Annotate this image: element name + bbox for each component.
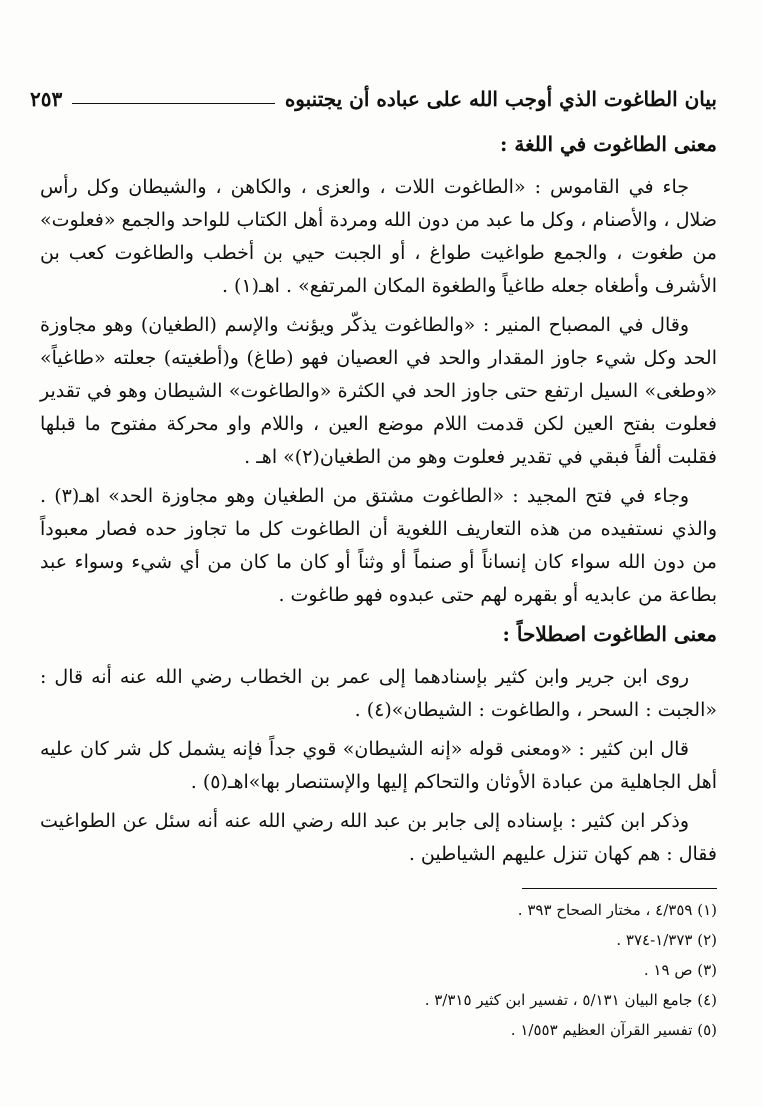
footnote: (٤) جامع البيان ٥/١٣١ ، تفسير ابن كثير ٣/٣١٥ . (424, 991, 717, 1009)
paragraph: قال ابن كثير : «ومعنى قوله «إنه الشيطان» قوي جداً فإنه يشمل كل شر كان عليه أهل الجاهلية من عبادة الأوثان والتحاكم إليها والإستنصار بها»اهـ(٥) . (40, 738, 717, 793)
section-heading-technical: معنى الطاغوت اصطلاحاً : (502, 622, 717, 646)
footnote: (١) ٤/٣٥٩ ، مختار الصحاح ٣٩٣ . (517, 901, 717, 919)
paragraph: وجاء في فتح المجيد : «الطاغوت مشتق من الطغيان وهو مجاوزة الحد» اهـ(٣) . والذي نستفيده من هذه التعاريف اللغوية أن الطاغوت كل ما تجاوز حده فصار معبوداً من دون الله سواء كان إنساناً أو صنماً أو وثناً أو كان ما كان من أي شيء وسواء عبد بطاعة من عابديه أو بقهره لهم حتى عبدوه فهو طاغوت . (40, 485, 717, 606)
footnote: (٢) ١/٣٧٣-٣٧٤ . (616, 931, 717, 949)
page-number: ٢٥٣ (30, 87, 63, 111)
footnote: (٥) تفسير القرآن العظيم ١/٥٥٣ . (510, 1021, 717, 1039)
paragraph: جاء في القاموس : «الطاغوت اللات ، والعزى ، والكاهن ، والشيطان وكل رأس ضلال ، والأصنام ، وكل ما عبد من دون الله ومردة أهل الكتاب للواحد والجمع «فعلوت» من طغوت ، والجمع طواغيت طواغ ، أو الجبت حيي بن أخطب والطاغوت كعب بن الأشرف وأطغاه جعله طاغياً والطغوة المكان المرتفع» . اهـ(١) . (40, 176, 717, 297)
header-rule (72, 103, 275, 104)
footnote-rule (522, 888, 717, 889)
footnotes (60, 888, 717, 1045)
section-heading-linguistic: معنى الطاغوت في اللغة : (500, 132, 717, 156)
paragraph: روى ابن جرير وابن كثير بإسنادهما إلى عمر بن الخطاب رضي الله عنه أنه قال : «الجبت : السحر ، والطاغوت : الشيطان»(٤) . (40, 666, 717, 721)
paragraph: وذكر ابن كثير : بإسناده إلى جابر بن عبد الله رضي الله عنه أنه سئل عن الطواغيت فقال : هم كهان تنزل عليهم الشياطين . (40, 810, 717, 865)
paragraph: وقال في المصباح المنير : «والطاغوت يذكّر ويؤنث والإسم (الطغيان) وهو مجاوزة الحد وكل شيء جاوز المقدار والحد في العصيان فهو (طاغ) و(أطغيته) جعلته «طاغياً» «وطغى» السيل ارتفع حتى جاوز الحد في الكثرة «والطاغوت» الشيطان وهو في تقدير فعلوت بفتح العين لكن قدمت اللام موضع العين ، واللام واو محركة مفتوح ما قبلها فقلبت ألفاً فبقي في تقدير فعلوت وهو من الطغيان(٢)» اهـ . (40, 314, 717, 468)
running-title: بيان الطاغوت الذي أوجب الله على عباده أن يجتنبوه (284, 87, 717, 111)
body-text (40, 124, 717, 877)
page-header (30, 84, 717, 114)
footnote: (٣) ص ١٩ . (643, 961, 717, 979)
